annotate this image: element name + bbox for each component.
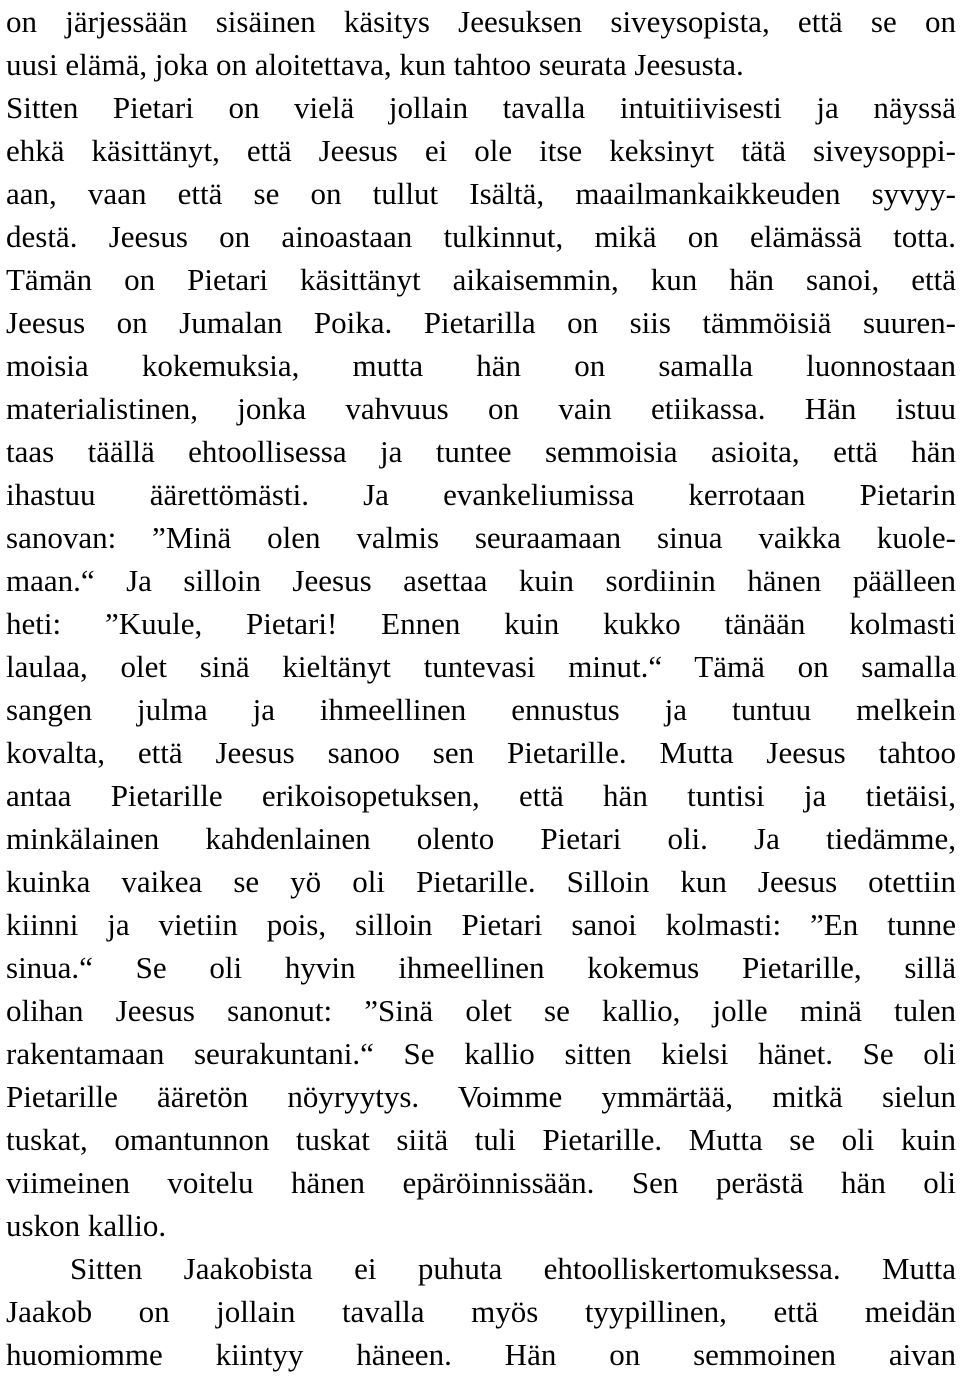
text-line: moisia kokemuksia, mutta hän on samalla luonnostaan: [6, 348, 956, 383]
text-line: taas täällä ehtoollisessa ja tuntee semmoisia asioita, että hän: [6, 434, 956, 469]
text-line: Jeesus on Jumalan Poika. Pietarilla on siis tämmöisiä suuren-: [6, 305, 956, 340]
text-line: minkälainen kahdenlainen olento Pietari oli. Ja tiedämme,: [6, 821, 956, 856]
text-line: kiinni ja vietiin pois, silloin Pietari sanoi kolmasti: ”En tunne: [6, 907, 956, 942]
text-line: viimeinen voitelu hänen epäröinnissään. Sen perästä hän oli: [6, 1165, 956, 1200]
text-line: sanovan: ”Minä olen valmis seuraamaan sinua vaikka kuole-: [6, 520, 956, 555]
text-line: maan.“ Ja silloin Jeesus asettaa kuin sordiinin hänen päälleen: [6, 563, 956, 598]
text-line: materialistinen, jonka vahvuus on vain etiikassa. Hän istuu: [6, 391, 956, 426]
text-line: tuskat, omantunnon tuskat siitä tuli Pietarille. Mutta se oli kuin: [6, 1122, 956, 1157]
text-line: sinua.“ Se oli hyvin ihmeellinen kokemus Pietarille, sillä: [6, 950, 956, 985]
text-line: Tämän on Pietari käsittänyt aikaisemmin, kun hän sanoi, että: [6, 262, 956, 297]
text-line: destä. Jeesus on ainoastaan tulkinnut, mikä on elämässä totta.: [6, 219, 956, 254]
text-line: ihastuu äärettömästi. Ja evankeliumissa kerrotaan Pietarin: [6, 477, 956, 512]
text-line: uskon kallio.: [6, 1208, 167, 1243]
text-line: huomiomme kiintyy häneen. Hän on semmoinen aivan: [6, 1337, 956, 1372]
text-line: rakentamaan seurakuntani.“ Se kallio sitten kielsi hänet. Se oli: [6, 1036, 956, 1071]
text-line: on järjessään sisäinen käsitys Jeesuksen siveysopista, että se on: [6, 4, 956, 39]
text-line: aan, vaan että se on tullut Isältä, maailmankaikkeuden syvyy-: [6, 176, 956, 211]
text-line: laulaa, olet sinä kieltänyt tuntevasi minut.“ Tämä on samalla: [6, 649, 956, 684]
text-line: kovalta, että Jeesus sanoo sen Pietarille. Mutta Jeesus tahtoo: [6, 735, 956, 770]
text-line: olihan Jeesus sanonut: ”Sinä olet se kallio, jolle minä tulen: [6, 993, 956, 1028]
text-line: uusi elämä, joka on aloitettava, kun tahtoo seurata Jeesusta.: [6, 47, 744, 82]
text-line: Sitten Pietari on vielä jollain tavalla intuitiivisesti ja näyssä: [6, 90, 956, 125]
text-line: Pietarille ääretön nöyryytys. Voimme ymmärtää, mitkä sielun: [6, 1079, 956, 1114]
text-line: ehkä käsittänyt, että Jeesus ei ole itse keksinyt tätä siveysoppi-: [6, 133, 956, 168]
text-line: sangen julma ja ihmeellinen ennustus ja tuntuu melkein: [6, 692, 956, 727]
paragraph-first-line: Sitten Jaakobista ei puhuta ehtoolliskertomuksessa. Mutta: [70, 1251, 956, 1286]
text-line: Jaakob on jollain tavalla myös tyypillinen, että meidän: [6, 1294, 956, 1329]
text-line: kuinka vaikea se yö oli Pietarille. Silloin kun Jeesus otettiin: [6, 864, 956, 899]
text-line: heti: ”Kuule, Pietari! Ennen kuin kukko tänään kolmasti: [6, 606, 956, 641]
text-line: antaa Pietarille erikoisopetuksen, että hän tuntisi ja tietäisi,: [6, 778, 956, 813]
